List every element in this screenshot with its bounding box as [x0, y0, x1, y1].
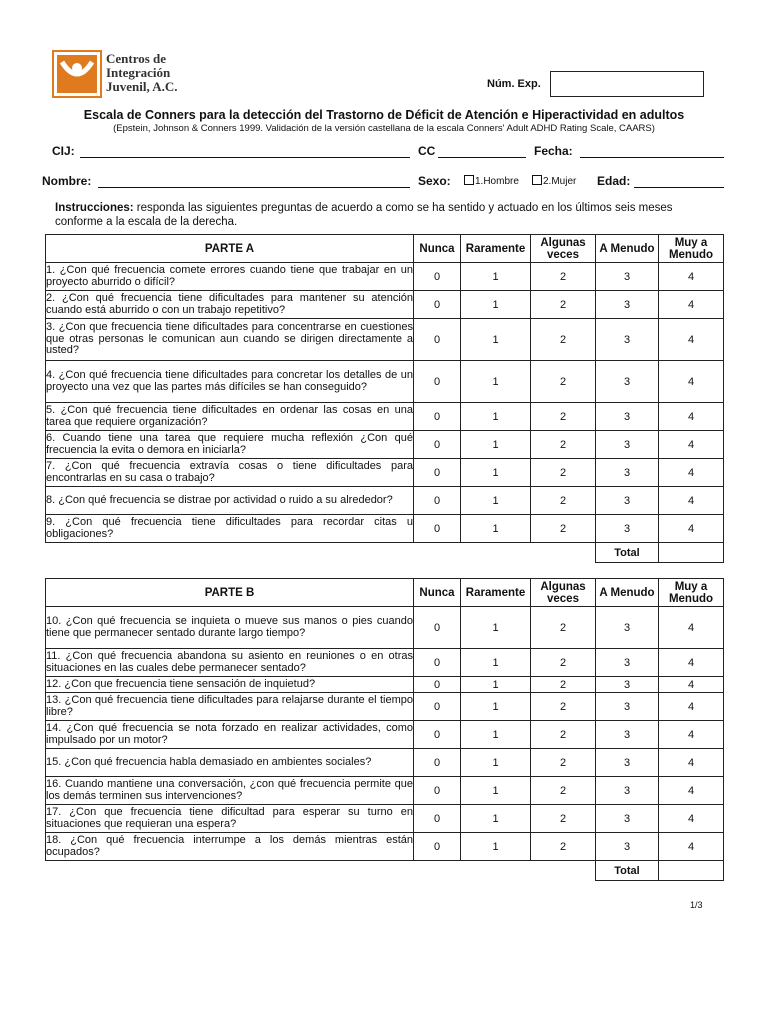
score-option[interactable]: 0: [414, 677, 461, 693]
score-option[interactable]: 2: [531, 805, 596, 833]
score-option[interactable]: 4: [659, 361, 724, 403]
cij-field[interactable]: [80, 157, 410, 158]
column-header: Nunca: [414, 579, 461, 607]
score-option[interactable]: 3: [596, 649, 659, 677]
score-option[interactable]: 4: [659, 721, 724, 749]
total-field[interactable]: [659, 861, 724, 881]
score-option[interactable]: 2: [531, 459, 596, 487]
score-option[interactable]: 1: [461, 693, 531, 721]
question-text: 3. ¿Con que frecuencia tiene dificultades para concentrarse en cuestiones que otras personas le comunican aun cuando se dirigen directamente a usted?: [46, 319, 414, 361]
cc-label: CC: [418, 144, 436, 158]
total-row: [46, 543, 724, 563]
score-option[interactable]: 0: [414, 721, 461, 749]
score-option[interactable]: 3: [596, 677, 659, 693]
score-option[interactable]: 3: [596, 319, 659, 361]
column-header: Raramente: [461, 235, 531, 263]
question-text: 16. Cuando mantiene una conversación, ¿con qué frecuencia permite que los demás terminen sus intervenciones?: [46, 777, 414, 805]
score-option[interactable]: 0: [414, 487, 461, 515]
table-row: [46, 515, 724, 543]
score-option[interactable]: 0: [414, 263, 461, 291]
score-option[interactable]: 1: [461, 649, 531, 677]
score-option[interactable]: 0: [414, 607, 461, 649]
score-option[interactable]: 0: [414, 431, 461, 459]
column-header: Muy a Menudo: [659, 579, 724, 607]
fecha-field[interactable]: [580, 157, 724, 158]
score-option[interactable]: 2: [531, 361, 596, 403]
score-option[interactable]: 3: [596, 607, 659, 649]
column-header: Muy a Menudo: [659, 235, 724, 263]
score-option[interactable]: 1: [461, 749, 531, 777]
exp-input[interactable]: [550, 71, 704, 97]
score-option[interactable]: 2: [531, 777, 596, 805]
sexo-option-mujer[interactable]: [532, 175, 576, 187]
score-option[interactable]: 4: [659, 319, 724, 361]
score-option[interactable]: 0: [414, 777, 461, 805]
instructions: [55, 201, 715, 229]
score-option[interactable]: 1: [461, 361, 531, 403]
score-option[interactable]: 0: [414, 693, 461, 721]
table-row: [46, 361, 724, 403]
score-option[interactable]: 1: [461, 291, 531, 319]
score-option[interactable]: 3: [596, 361, 659, 403]
score-option[interactable]: 4: [659, 677, 724, 693]
table-row: [46, 607, 724, 649]
parte-b-title: PARTE B: [46, 579, 414, 607]
nombre-label: Nombre:: [42, 174, 92, 188]
score-option[interactable]: 4: [659, 487, 724, 515]
logo-icon: [54, 52, 100, 96]
question-text: 8. ¿Con qué frecuencia se distrae por actividad o ruido a su alrededor?: [46, 487, 414, 515]
score-option[interactable]: 0: [414, 515, 461, 543]
score-option[interactable]: 2: [531, 403, 596, 431]
score-option[interactable]: 1: [461, 263, 531, 291]
score-option[interactable]: 4: [659, 607, 724, 649]
score-option[interactable]: 3: [596, 749, 659, 777]
org-name-line: Integración: [106, 65, 171, 80]
score-option[interactable]: 4: [659, 805, 724, 833]
question-text: 9. ¿Con qué frecuencia tiene dificultades para recordar citas u obligaciones?: [46, 515, 414, 543]
score-option[interactable]: 1: [461, 677, 531, 693]
sexo-option-label: 1.Hombre: [475, 176, 519, 187]
total-label: Total: [596, 543, 659, 563]
column-header: Nunca: [414, 235, 461, 263]
score-option[interactable]: 4: [659, 693, 724, 721]
question-text: 2. ¿Con qué frecuencia tiene dificultades para mantener su atención cuando está aburrido o con un trabajo repetitivo?: [46, 291, 414, 319]
score-option[interactable]: 2: [531, 607, 596, 649]
cij-label: CIJ:: [52, 144, 75, 158]
table-row: [46, 777, 724, 805]
column-header: A Menudo: [596, 579, 659, 607]
question-text: 10. ¿Con qué frecuencia se inquieta o mueve sus manos o pies cuando tiene que permanecer sentado durante largo tiempo?: [46, 607, 414, 649]
sexo-option-label: 2.Mujer: [543, 176, 577, 187]
table-row: [46, 403, 724, 431]
score-option[interactable]: 3: [596, 805, 659, 833]
question-text: 6. Cuando tiene una tarea que requiere mucha reflexión ¿Con qué frecuencia la evita o demora en iniciarla?: [46, 431, 414, 459]
score-option[interactable]: 0: [414, 319, 461, 361]
table-row: [46, 721, 724, 749]
table-row: [46, 459, 724, 487]
score-option[interactable]: 0: [414, 833, 461, 861]
score-option[interactable]: 4: [659, 749, 724, 777]
column-header: A Menudo: [596, 235, 659, 263]
score-option[interactable]: 2: [531, 431, 596, 459]
table-row: [46, 749, 724, 777]
parte-b-table: [45, 578, 724, 881]
question-text: 1. ¿Con qué frecuencia comete errores cuando tiene que trabajar en un proyecto aburrido o difícil?: [46, 263, 414, 291]
parte-a-table: [45, 234, 724, 563]
parte-a-title: PARTE A: [46, 235, 414, 263]
score-option[interactable]: 4: [659, 515, 724, 543]
score-option[interactable]: 1: [461, 403, 531, 431]
score-option[interactable]: 1: [461, 777, 531, 805]
score-option[interactable]: 4: [659, 431, 724, 459]
score-option[interactable]: 1: [461, 319, 531, 361]
question-text: 13. ¿Con qué frecuencia tiene dificultades para relajarse durante el tiempo libre?: [46, 693, 414, 721]
document-title: Escala de Conners para la detección del Trastorno de Déficit de Atención e Hiperactividad en adultos: [83, 108, 685, 122]
score-option[interactable]: 2: [531, 487, 596, 515]
score-option[interactable]: 2: [531, 649, 596, 677]
document-subtitle: (Epstein, Johnson & Conners 1999. Validación de la versión castellana de la escala Conners' Adult ADHD Rating Scale, CAARS): [113, 123, 655, 134]
score-option[interactable]: 1: [461, 721, 531, 749]
score-option[interactable]: 1: [461, 833, 531, 861]
fecha-label: Fecha:: [534, 144, 573, 158]
score-option[interactable]: 2: [531, 319, 596, 361]
score-option[interactable]: 4: [659, 459, 724, 487]
column-header: Algunas veces: [531, 235, 596, 263]
score-option[interactable]: 3: [596, 777, 659, 805]
score-option[interactable]: 0: [414, 749, 461, 777]
score-option[interactable]: 3: [596, 833, 659, 861]
table-header-row: [46, 235, 724, 263]
question-text: 18. ¿Con qué frecuencia interrumpe a los demás mientras están ocupados?: [46, 833, 414, 861]
instructions-text: responda las siguientes preguntas de acuerdo a como se ha sentido y actuado en los últimos seis meses conforme a la escala de la derecha.: [55, 202, 673, 228]
score-option[interactable]: 4: [659, 833, 724, 861]
score-option[interactable]: 1: [461, 459, 531, 487]
column-header: Raramente: [461, 579, 531, 607]
score-option[interactable]: 1: [461, 607, 531, 649]
table-row: [46, 431, 724, 459]
page-number: 1/3: [690, 900, 703, 910]
table-row: [46, 291, 724, 319]
score-option[interactable]: 1: [461, 515, 531, 543]
score-option[interactable]: 3: [596, 291, 659, 319]
org-name-line: Juvenil, A.C.: [106, 79, 178, 94]
score-option[interactable]: 0: [414, 291, 461, 319]
score-option[interactable]: 2: [531, 515, 596, 543]
score-option[interactable]: 2: [531, 693, 596, 721]
column-header: Algunas veces: [531, 579, 596, 607]
score-option[interactable]: 0: [414, 649, 461, 677]
table-row: [46, 649, 724, 677]
score-option[interactable]: 3: [596, 487, 659, 515]
score-option[interactable]: 0: [414, 361, 461, 403]
org-name-line: Centros de: [106, 51, 167, 66]
question-text: 11. ¿Con qué frecuencia abandona su asiento en reuniones o en otras situaciones en las cuales debe permanecer sentado?: [46, 649, 414, 677]
score-option[interactable]: 0: [414, 403, 461, 431]
instructions-bold: Instrucciones:: [55, 202, 134, 214]
score-option[interactable]: 1: [461, 431, 531, 459]
score-option[interactable]: 1: [461, 487, 531, 515]
score-option[interactable]: 3: [596, 693, 659, 721]
score-option[interactable]: 4: [659, 777, 724, 805]
question-text: 7. ¿Con qué frecuencia extravía cosas o tiene dificultades para encontrarlas en su casa o trabajo?: [46, 459, 414, 487]
score-option[interactable]: 4: [659, 291, 724, 319]
score-option[interactable]: 3: [596, 459, 659, 487]
edad-field[interactable]: [634, 187, 724, 188]
question-text: 17. ¿Con que frecuencia tiene dificultad para esperar su turno en situaciones que requieran una espera?: [46, 805, 414, 833]
edad-label: Edad:: [597, 174, 631, 188]
question-text: 14. ¿Con qué frecuencia se nota forzado en realizar actividades, como impulsado por un motor?: [46, 721, 414, 749]
table-row: [46, 677, 724, 693]
score-option[interactable]: 3: [596, 431, 659, 459]
score-option[interactable]: 3: [596, 515, 659, 543]
score-option[interactable]: 1: [461, 805, 531, 833]
score-option[interactable]: 2: [531, 833, 596, 861]
score-option[interactable]: 2: [531, 749, 596, 777]
table-row: [46, 805, 724, 833]
score-option[interactable]: 2: [531, 291, 596, 319]
score-option[interactable]: 2: [531, 721, 596, 749]
score-option[interactable]: 3: [596, 403, 659, 431]
score-option[interactable]: 3: [596, 263, 659, 291]
score-option[interactable]: 0: [414, 459, 461, 487]
cc-field[interactable]: [438, 157, 526, 158]
exp-label: Núm. Exp.: [487, 78, 541, 90]
score-option[interactable]: 4: [659, 649, 724, 677]
nombre-field[interactable]: [98, 187, 410, 188]
total-field[interactable]: [659, 543, 724, 563]
table-row: [46, 263, 724, 291]
table-row: [46, 319, 724, 361]
score-option[interactable]: 2: [531, 677, 596, 693]
total-label: Total: [596, 861, 659, 881]
question-text: 4. ¿Con qué frecuencia tiene dificultades para concretar los detalles de un proyecto una vez que las partes más difíciles se han conseguido?: [46, 361, 414, 403]
table-row: [46, 487, 724, 515]
question-text: 5. ¿Con qué frecuencia tiene dificultades en ordenar las cosas en una tarea que requiere organización?: [46, 403, 414, 431]
score-option[interactable]: 3: [596, 721, 659, 749]
checkbox-icon[interactable]: [464, 175, 474, 185]
total-row: [46, 861, 724, 881]
score-option[interactable]: 2: [531, 263, 596, 291]
org-name: [106, 52, 178, 94]
table-row: [46, 693, 724, 721]
score-option[interactable]: 4: [659, 403, 724, 431]
score-option[interactable]: 0: [414, 805, 461, 833]
score-option[interactable]: 4: [659, 263, 724, 291]
table-header-row: [46, 579, 724, 607]
checkbox-icon[interactable]: [532, 175, 542, 185]
sexo-label: Sexo:: [418, 174, 451, 188]
sexo-option-hombre[interactable]: [464, 175, 519, 187]
question-text: 15. ¿Con qué frecuencia habla demasiado en ambientes sociales?: [46, 749, 414, 777]
table-row: [46, 833, 724, 861]
question-text: 12. ¿Con que frecuencia tiene sensación de inquietud?: [46, 677, 414, 693]
logo: [52, 50, 102, 98]
